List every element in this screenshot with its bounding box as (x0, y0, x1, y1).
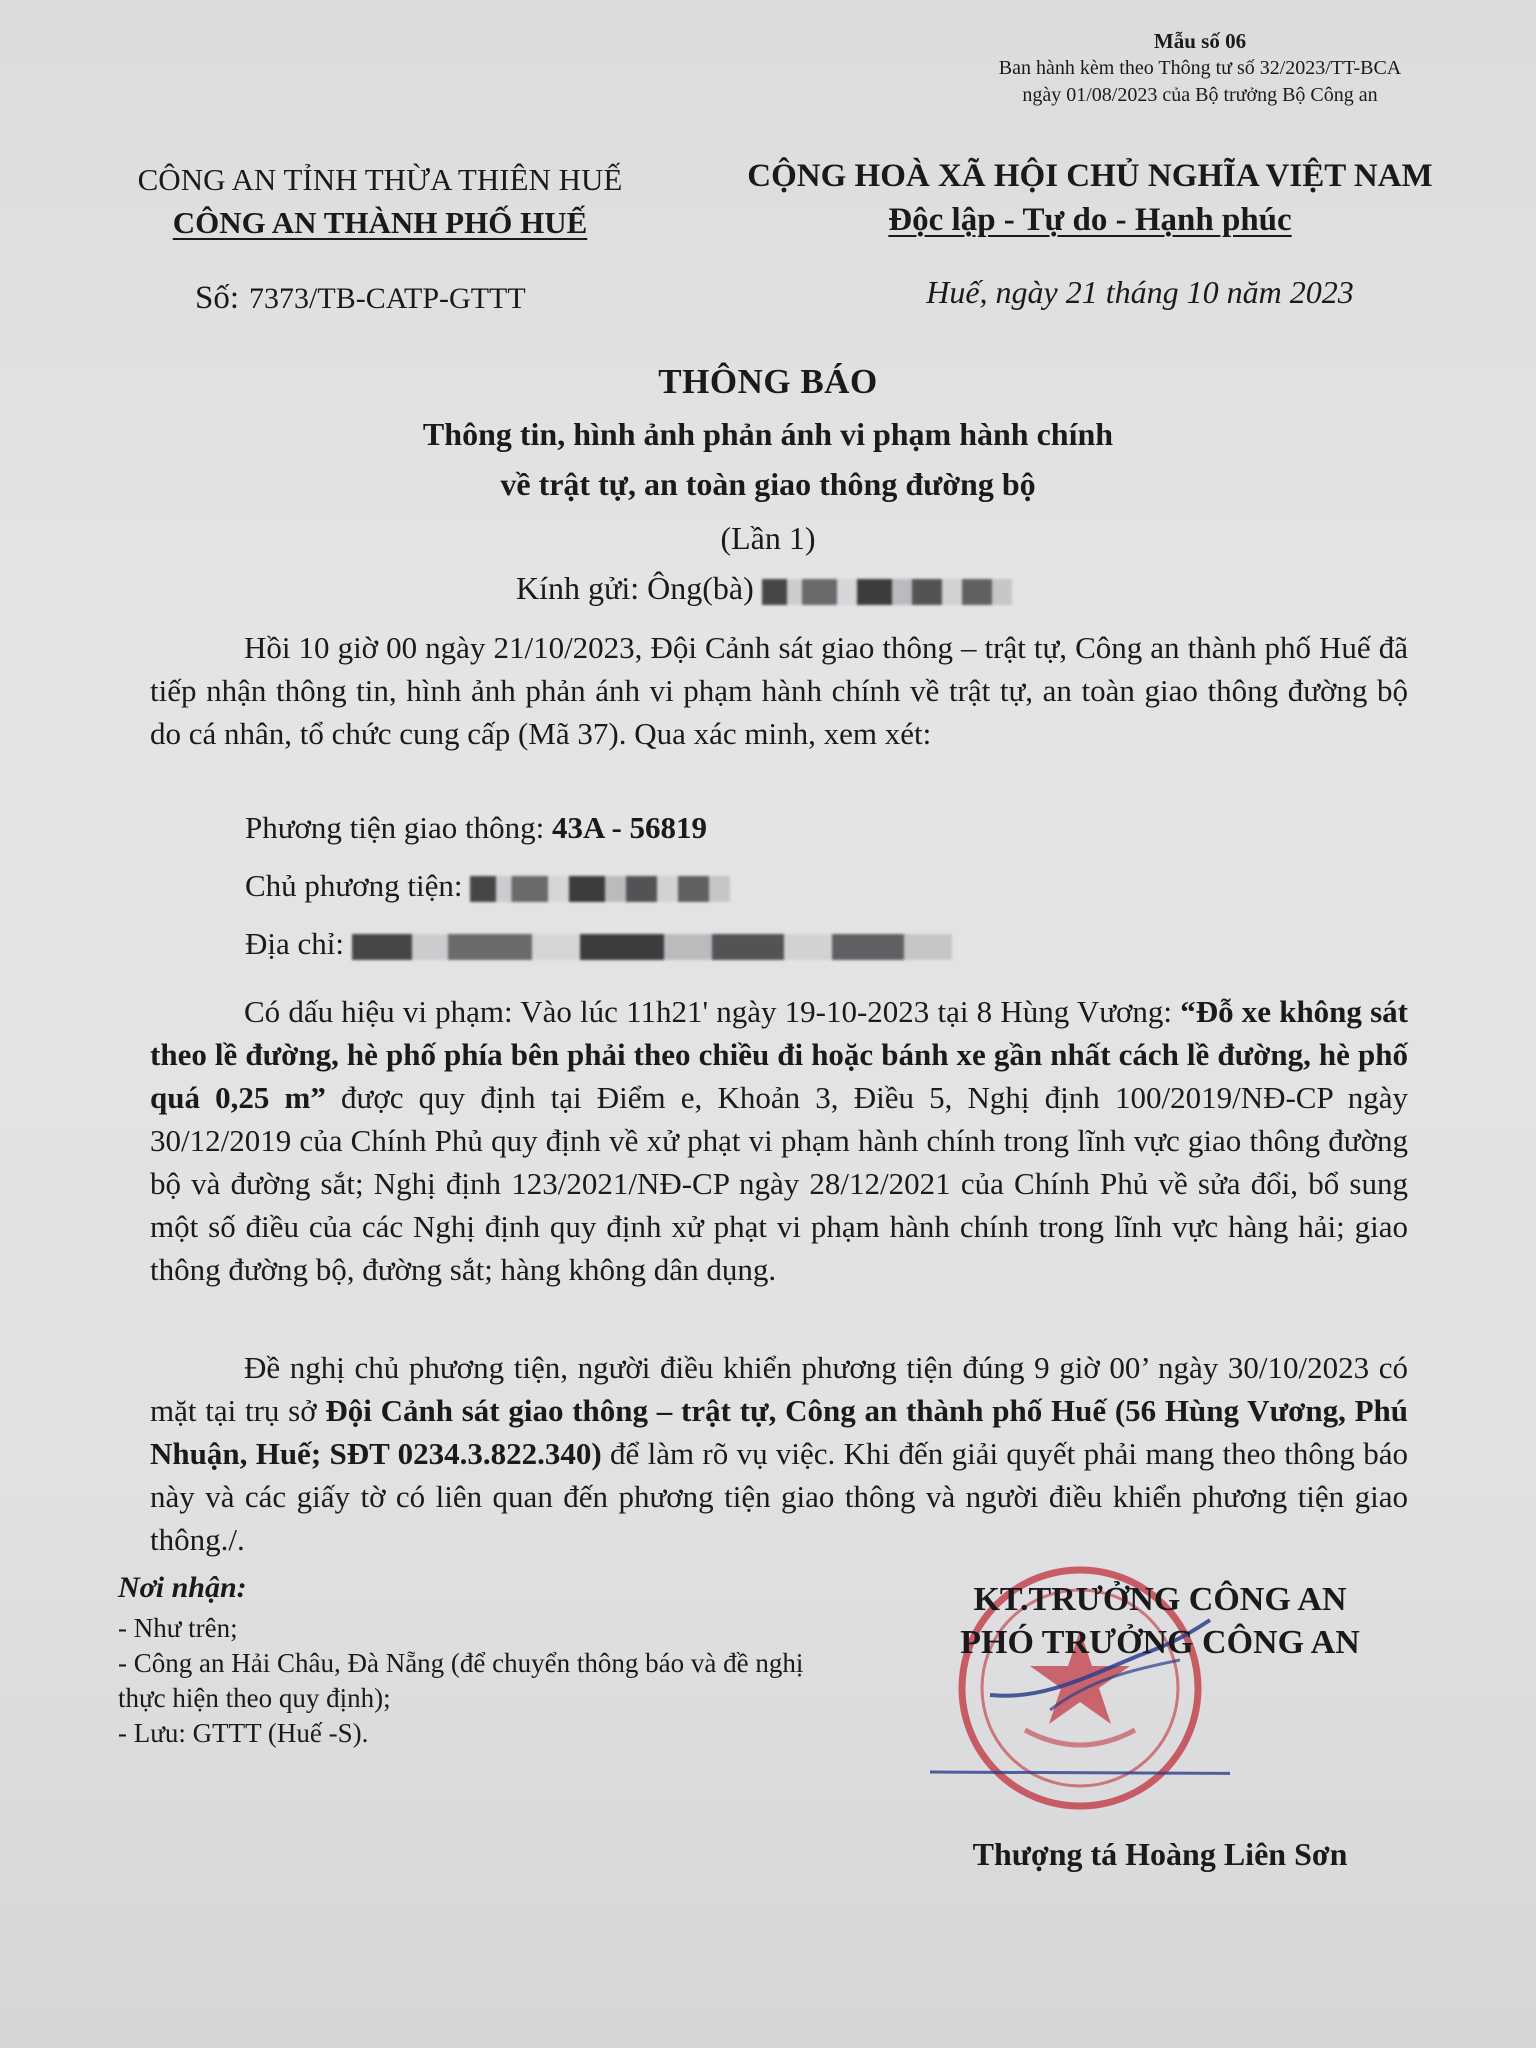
signer-title-line2: PHÓ TRƯỞNG CÔNG AN (960, 1624, 1360, 1661)
notice-round: (Lần 1) (720, 520, 816, 556)
address-label: Địa chỉ: (245, 926, 344, 961)
form-notice (880, 28, 1520, 109)
nation-name: CỘNG HOÀ XÃ HỘI CHỦ NGHĨA VIỆT NAM (747, 158, 1433, 194)
vehicle-plate: 43A - 56819 (552, 810, 708, 845)
recipients-heading: Nơi nhận: (118, 1571, 247, 1604)
nation-motto: Độc lập - Tự do - Hạnh phúc (888, 202, 1292, 238)
parent-agency: CÔNG AN TỈNH THỪA THIÊN HUẾ (137, 162, 623, 197)
redacted-address (352, 934, 952, 960)
national-header (690, 154, 1490, 242)
paragraph-violation (150, 990, 1408, 1291)
issuing-unit-name: CÔNG AN THÀNH PHỐ HUẾ (172, 205, 588, 240)
request-rest: để làm rõ vụ việc. Khi đến giải quyết phải mang theo thông báo này và các giấy tờ có liên quan đến phương tiện giao thông và người điều khiển phương tiện giao thông./. (150, 1436, 1408, 1557)
addressee (516, 570, 1012, 607)
redacted-owner-name (470, 876, 730, 902)
signer-name: Thượng tá Hoàng Liên Sơn (972, 1836, 1348, 1872)
owner-label: Chủ phương tiện: (245, 868, 463, 903)
vehicle-field (245, 810, 707, 846)
addressee-label: Kính gửi: Ông(bà) (516, 570, 754, 606)
violation-description: “Đỗ xe không sát theo lề đường, hè phố phía bên phải theo chiều đi hoặc bánh xe gần nhất cách lề đường, hè phố quá 0,25 m” (150, 994, 1408, 1115)
address-field (245, 926, 952, 962)
document-number-value: 7373/TB-CATP-GTTT (249, 282, 526, 315)
signer-title-line1: KT.TRƯỞNG CÔNG AN (973, 1581, 1347, 1618)
issuing-agency (90, 158, 670, 244)
redacted-addressee-name (762, 579, 1012, 605)
nation-motto-wrap (690, 198, 1490, 242)
document-date: Huế, ngày 21 tháng 10 năm 2023 (926, 274, 1354, 310)
form-number: Mẫu số 06 (1153, 29, 1247, 53)
owner-field (245, 868, 730, 904)
recipient-item: - Lưu: GTTT (Huế -S). (118, 1718, 369, 1748)
vehicle-label: Phương tiện giao thông: (245, 810, 545, 845)
violation-legal-basis: được quy định tại Điểm e, Khoản 3, Điều 5, Nghị định 100/2019/NĐ-CP ngày 30/12/2019 của Chính Phủ quy định về xử phạt vi phạm hành chính trong lĩnh vực giao thông đường bộ và đường sắt; Nghị định 123/2021/NĐ-CP ngày 28/12/2021 của Chính Phủ về sửa đổi, bổ sung một số điều của các Nghị định quy định xử phạt vi phạm hành chính trong lĩnh vực hàng hải; giao thông đường bộ, đường sắt; hàng không dân dụng. (150, 1080, 1408, 1287)
form-notice-line1: Ban hành kèm theo Thông tư số 32/2023/TT-BCA (998, 57, 1402, 79)
document-number-label: Số: (195, 280, 240, 316)
signer-title (900, 1578, 1420, 1664)
document-subtitle-2: về trật tự, an toàn giao thông đường bộ (500, 466, 1036, 502)
office-address: Đội Cảnh sát giao thông – trật tự, Công an thành phố Huế (56 Hùng Vương, Phú Nhuận, Huế; SĐT 0234.3.822.340) (150, 1393, 1408, 1471)
recipient-item: - Như trên; (118, 1613, 238, 1643)
document-title: THÔNG BÁO (658, 362, 878, 401)
paragraph-request (150, 1346, 1408, 1561)
paragraph-receipt: Hồi 10 giờ 00 ngày 21/10/2023, Đội Cảnh sát giao thông – trật tự, Công an thành phố Huế đã tiếp nhận thông tin, hình ảnh phản ánh vi phạm hành chính về trật tự, an toàn giao thông đường bộ do cá nhân, tổ chức cung cấp (Mã 37). Qua xác minh, xem xét: (150, 630, 1408, 751)
document-subtitle-1: Thông tin, hình ảnh phản ánh vi phạm hành chính (422, 416, 1114, 452)
recipients-block (118, 1570, 818, 1751)
issuing-unit (90, 201, 670, 244)
document-number (195, 280, 526, 317)
form-notice-line2: ngày 01/08/2023 của Bộ trưởng Bộ Công an (1022, 84, 1378, 106)
request-intro: Đề nghị chủ phương tiện, người điều khiển phương tiện đúng 9 giờ 00’ ngày 30/10/2023 có mặt tại trụ sở (150, 1350, 1408, 1428)
violation-intro: Có dấu hiệu vi phạm: Vào lúc 11h21' ngày 19-10-2023 tại 8 Hùng Vương: (244, 994, 1181, 1029)
recipient-item: - Công an Hải Châu, Đà Nẵng (để chuyển thông báo và đề nghị thực hiện theo quy định); (118, 1648, 804, 1713)
